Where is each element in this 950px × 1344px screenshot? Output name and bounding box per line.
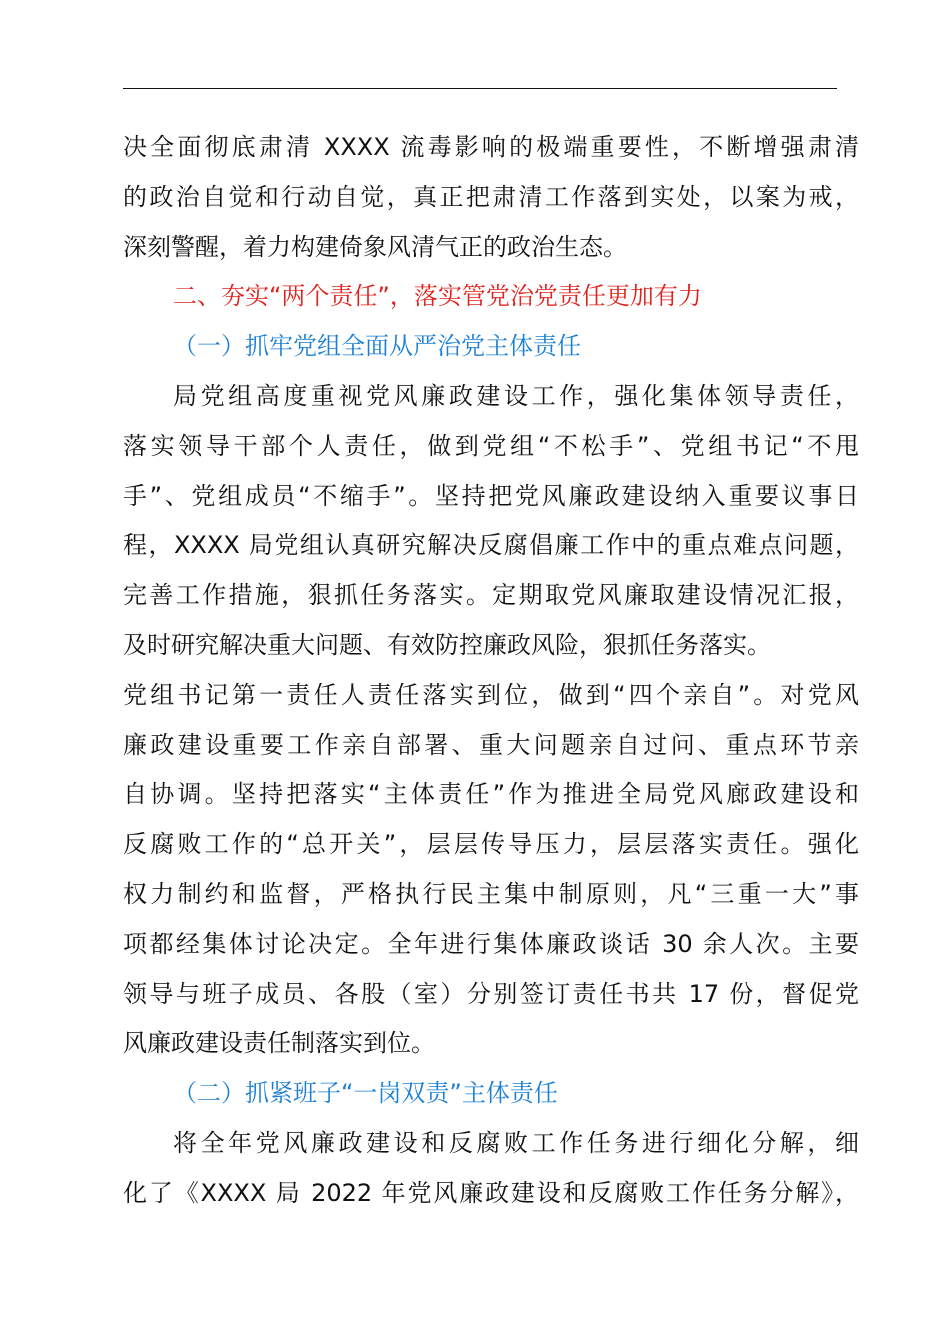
body-line: 完善工作措施，狠抓任务落实。定期取党风廉取建设情况汇报，	[123, 581, 859, 610]
paragraph-first-line: 将全年党风廉政建设和反腐败工作任务进行细化分解，细	[173, 1128, 859, 1157]
body-line: 深刻警醒，着力构建倚象风清气正的政治生态。	[123, 232, 627, 261]
body-line: 自协调。坚持把落实“主体责任”作为推进全局党风廊政建设和	[123, 780, 859, 809]
document-body	[123, 123, 859, 1219]
body-line: 程，XXXX 局党组认真研究解决反腐倡廉工作中的重点难点问题，	[123, 531, 859, 560]
body-line: 的政治自觉和行动自觉，真正把肃清工作落到实处，以案为戒，	[123, 182, 859, 211]
header-rule	[123, 88, 837, 89]
body-line: 党组书记第一责任人责任落实到位，做到“四个亲自”。对党风	[123, 680, 859, 709]
body-line: 风廉政建设责任制落实到位。	[123, 1029, 435, 1058]
body-line: 决全面彻底肃清 XXXX 流毒影响的极端重要性，不断增强肃清	[123, 133, 859, 161]
body-line: 反腐败工作的“总开关”，层层传导压力，层层落实责任。强化	[123, 830, 859, 859]
body-line: 廉政建设重要工作亲自部署、重大问题亲自过问、重点环节亲	[123, 730, 859, 759]
subsection-heading: （二）抓紧班子“一岗双责”主体责任	[173, 1079, 558, 1108]
body-line: 手”、党组成员“不缩手”。坚持把党风廉政建设纳入重要议事日	[123, 481, 859, 510]
body-line: 及时研究解决重大问题、有效防控廉政风险，狠抓任务落实。	[123, 630, 771, 659]
section-heading: 二、夯实“两个责任”，落实管党治党责任更加有力	[173, 282, 702, 311]
body-line: 权力制约和监督，严格执行民主集中制原则，凡“三重一大”事	[123, 879, 859, 908]
body-line: 项都经集体讨论决定。全年进行集体廉政谈话 30 余人次。主要	[123, 929, 859, 958]
body-line: 落实领导干部个人责任，做到党组“不松手”、党组书记“不甩	[123, 431, 859, 460]
paragraph-first-line: 局党组高度重视党风廉政建设工作，强化集体领导责任，	[173, 381, 859, 410]
subsection-heading: （一）抓牢党组全面从严治党主体责任	[173, 332, 581, 361]
body-line: 化了《XXXX 局 2022 年党风廉政建设和反腐败工作任务分解》，	[123, 1178, 859, 1207]
body-line: 领导与班子成员、各股（室）分别签订责任书共 17 份，督促党	[123, 979, 859, 1008]
